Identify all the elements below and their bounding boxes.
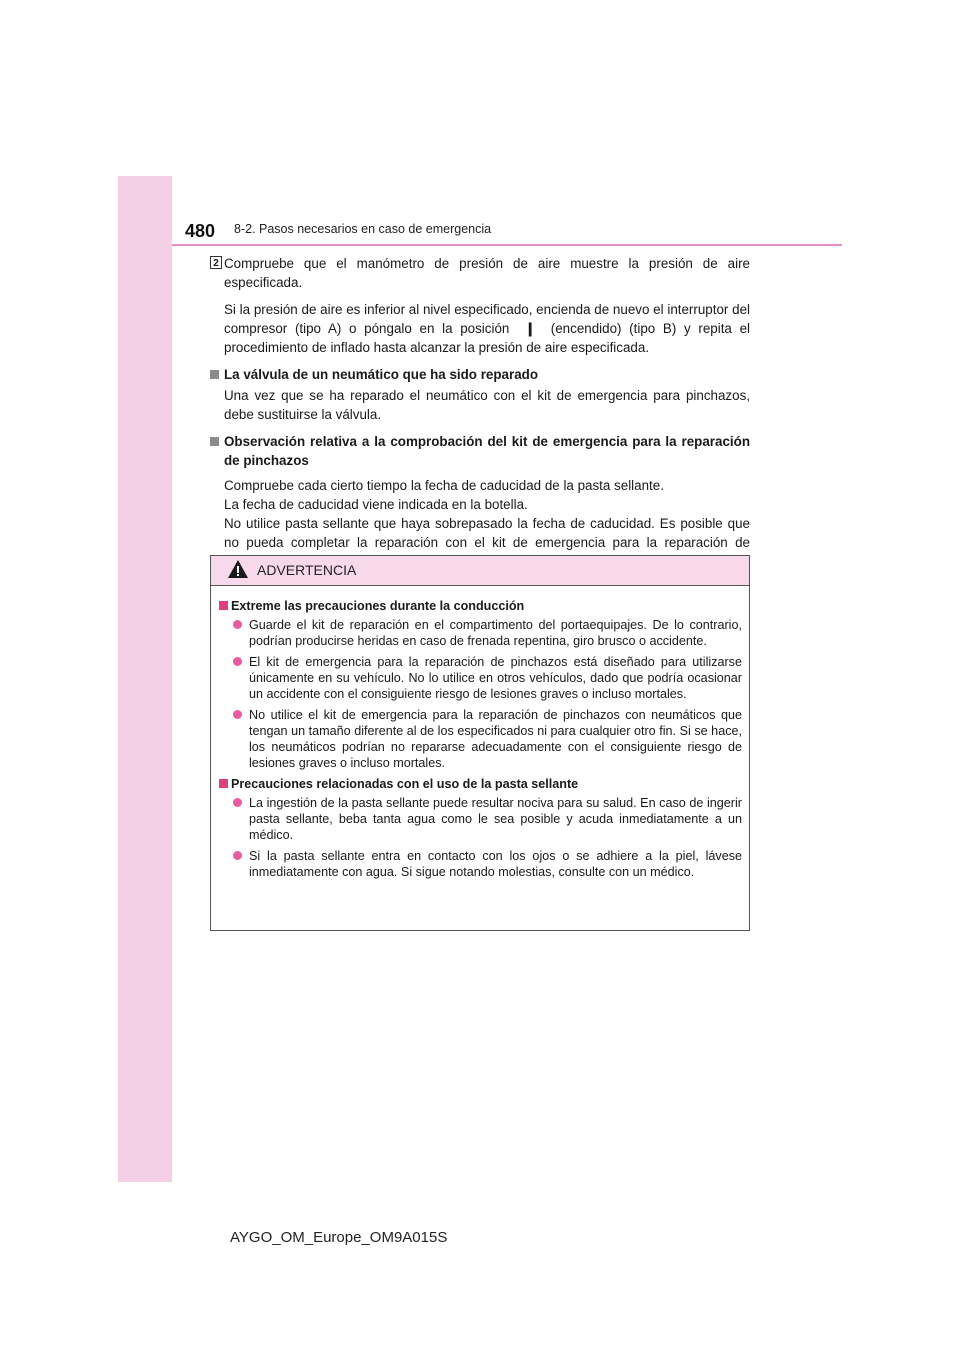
warning-box <box>210 555 750 931</box>
warning-header <box>211 556 749 586</box>
warning-bullet: Si la pasta sellante entra en contacto con los ojos o se adhiere a la piel, lávese inmediatamente con agua. Si sigue notando molestias, consulte con un médico. <box>218 848 742 880</box>
kit-check-line-1: Compruebe cada cierto tiempo la fecha de caducidad de la pasta sellante. <box>224 478 664 493</box>
header-rule <box>172 244 842 246</box>
square-bullet-icon <box>210 437 219 446</box>
warning-bullet: No utilice el kit de emergencia para la reparación de pinchazos con neumáticos que tengan un tamaño diferente al de los especificados ni para cualquier otro fin. Si se hace, los neumáticos podrían no repararse adecuadamente con el consiguiente riesgo de lesiones graves o incluso mortales. <box>218 707 742 771</box>
warning-group-driving-heading: Extreme las precauciones durante la conducción <box>218 598 742 614</box>
document-id-footer: AYGO_OM_Europe_OM9A015S <box>230 1229 448 1246</box>
step-2-text-before: Si la presión de aire es inferior al nivel especificado, encienda de nuevo el interruptor del compresor (tipo A) o póngalo en la posición <box>224 302 750 336</box>
warning-bullet: Guarde el kit de reparación en el compartimento del portaequipajes. De lo contrario, podrían producirse heridas en caso de frenada repentina, giro brusco o accidente. <box>218 617 742 649</box>
square-bullet-icon <box>210 370 219 379</box>
step-number-badge: 2 <box>210 256 222 269</box>
square-bullet-icon <box>219 779 228 788</box>
valve-text: Una vez que se ha reparado el neumático con el kit de emergencia para pinchazos, debe sustituirse la válvula. <box>224 388 750 422</box>
chapter-sidebar-tab <box>118 176 172 1182</box>
round-bullet-icon <box>233 620 242 629</box>
round-bullet-icon <box>233 657 242 666</box>
warning-bullet: La ingestión de la pasta sellante puede resultar nociva para su salud. En caso de ingerir pasta sellante, beba tanta agua como le sea posible y acuda inmediatamente a un médico. <box>218 795 742 843</box>
warning-body <box>211 586 749 880</box>
valve-heading: La válvula de un neumático que ha sido reparado <box>210 365 750 384</box>
step-2-paragraph-2 <box>224 300 750 357</box>
section-title: 8-2. Pasos necesarios en caso de emergencia <box>234 222 492 236</box>
step-2-paragraph-1: Compruebe que el manómetro de presión de aire muestre la presión de aire especificada. <box>224 256 750 290</box>
page-number: 480 <box>185 221 216 241</box>
kit-check-heading: Observación relativa a la comprobación del kit de emergencia para la reparación de pinchazos <box>210 432 750 470</box>
main-content <box>210 254 750 579</box>
warning-triangle-icon <box>227 559 249 584</box>
round-bullet-icon <box>233 851 242 860</box>
round-bullet-icon <box>233 710 242 719</box>
kit-check-line-3: No utilice pasta sellante que haya sobrepasado la fecha de caducidad. Es posible que no pueda completar la reparación con el kit de emergencia para la reparación de <box>224 516 750 550</box>
round-bullet-icon <box>233 798 242 807</box>
warning-bullet: El kit de emergencia para la reparación de pinchazos está diseñado para utilizarse únicamente en su vehículo. No lo utilice en otros vehículos, dado que podría ocasionar un accidente con el consiguiente riesgo de lesiones graves o incluso mortales. <box>218 654 742 702</box>
power-on-symbol-icon: ❙ <box>524 321 536 336</box>
square-bullet-icon <box>219 601 228 610</box>
step-2 <box>210 254 750 357</box>
warning-group-sealant-heading: Precauciones relacionadas con el uso de la pasta sellante <box>218 776 742 792</box>
kit-check-line-2: La fecha de caducidad viene indicada en la botella. <box>224 497 528 512</box>
warning-title: ADVERTENCIA <box>257 562 357 578</box>
step-2-text-after: (encendido) (tipo B) y repita el procedimiento de inflado hasta alcanzar la presión de aire especificada. <box>224 321 750 355</box>
